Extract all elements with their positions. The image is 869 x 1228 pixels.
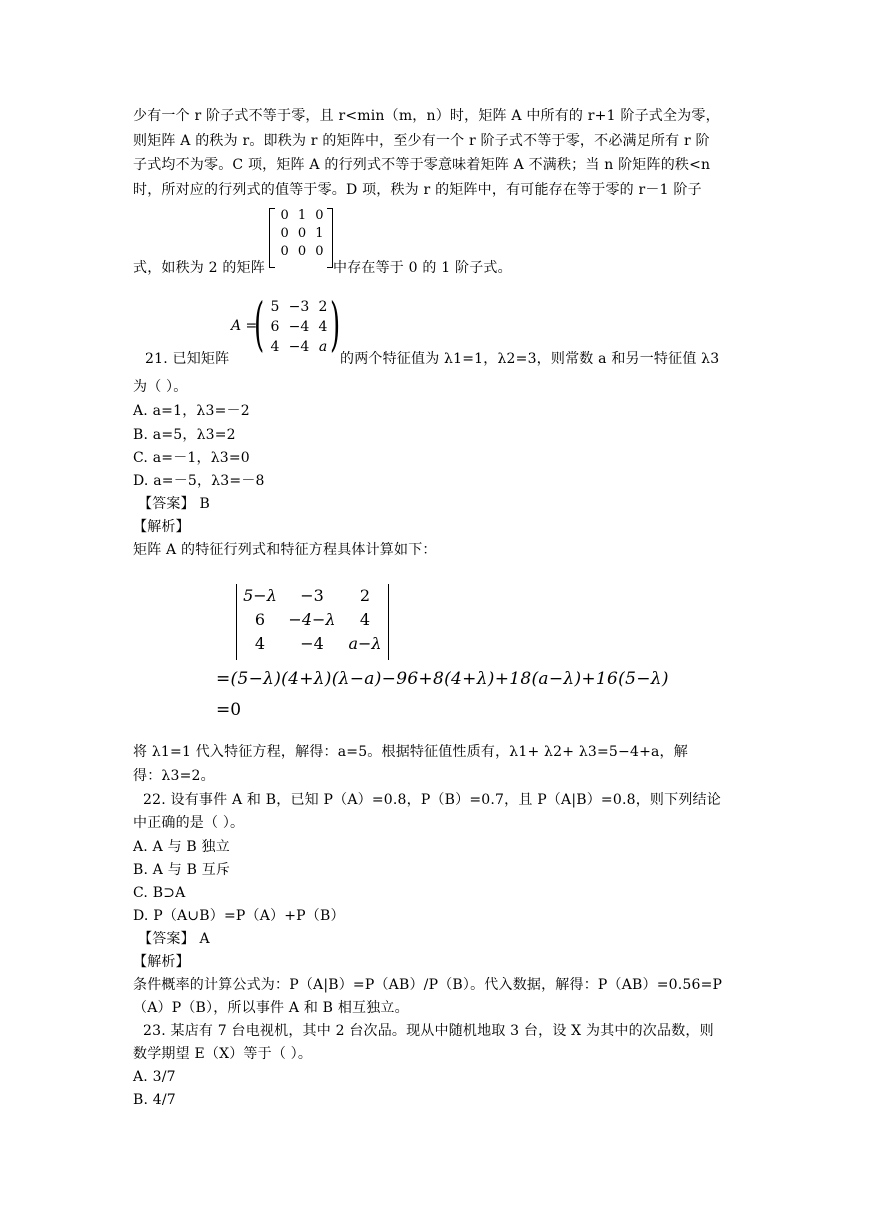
matrix-cell: −4	[288, 339, 310, 355]
q22-answer: 【答案】 A	[138, 931, 210, 947]
matrix-cell: 0	[280, 244, 289, 259]
q21-analysis-2: 将 λ1=1 代入特征方程，解得：a=5。根据特征值性质有，λ1+ λ2+ λ3=5−4+a，解	[133, 744, 688, 760]
matrix-cell: 0	[315, 244, 324, 259]
matrix-a-label: A =	[231, 318, 258, 334]
q21-analysis-1: 矩阵 A 的特征行列式和特征方程具体计算如下：	[133, 542, 437, 558]
q21-answer: 【答案】 B	[138, 496, 210, 512]
q21-analysis-title: 【解析】	[133, 519, 190, 535]
paragraph-line-4: 时，所对应的行列式的值等于零。D 项，秩为 r 的矩阵中，有可能存在等于零的 r－1 阶子	[133, 182, 702, 198]
paragraph-line-1: 少有一个 r 阶子式不等于零，且 r<min（m，n）时，矩阵 A 中所有的 r+1 阶子式全为零，	[133, 108, 720, 124]
q21-number: 21. 已知矩阵	[145, 351, 230, 367]
paragraph-line-5b: 中存在等于 0 的 1 阶子式。	[333, 260, 512, 276]
paragraph-line-3: 子式均不为零。C 项，矩阵 A 的行列式不等于零意味着矩阵 A 不满秩；当 n 阶矩阵的秩<n	[133, 157, 711, 173]
paragraph-line-2: 则矩阵 A 的秩为 r。即秩为 r 的矩阵中，至少有一个 r 阶子式不等于零，不必满足所有 r 阶	[133, 133, 710, 149]
matrix-cell: 0	[315, 208, 324, 223]
matrix-cell: 0	[297, 226, 307, 241]
matrix-cell: 1	[297, 208, 307, 223]
q21-stem: 的两个特征值为 λ1=1，λ2=3，则常数 a 和另一特征值 λ3	[340, 351, 720, 367]
q22-stem-1: 22. 设有事件 A 和 B，已知 P（A）=0.8，P（B）=0.7，且 P（A|B）=0.8，则下列结论	[143, 792, 721, 808]
q22-analysis-2: （A）P（B），所以事件 A 和 B 相互独立。	[133, 1000, 409, 1016]
det-cell: 6	[254, 610, 266, 629]
matrix-cell: 4	[318, 319, 328, 335]
matrix-cell: 5	[270, 299, 280, 315]
matrix-cell: a	[318, 339, 328, 355]
q22-analysis-1: 条件概率的计算公式为：P（A|B）=P（AB）/P（B）。代入数据，解得：P（AB）=0.56=P	[133, 977, 723, 993]
det-cell: 2	[359, 586, 371, 605]
q22-option-d: D. P（A∪B）=P（A）+P（B）	[133, 908, 345, 924]
det-expansion: =(5−λ)(4+λ)(λ−a)−96+8(4+λ)+18(a−λ)+16(5−λ)	[216, 669, 669, 689]
q22-option-b: B. A 与 B 互斥	[133, 862, 231, 878]
matrix-cell: 4	[270, 339, 280, 355]
matrix-cell: 0	[280, 226, 289, 241]
q22-option-c: C. B⊃A	[133, 885, 186, 901]
det-cell: −4−λ	[288, 610, 336, 629]
q22-option-a: A. A 与 B 独立	[133, 839, 230, 855]
q21-option-c: C. a=－1，λ3=0	[133, 450, 250, 466]
matrix-cell: 0	[280, 208, 289, 223]
q23-option-b: B. 4/7	[133, 1092, 176, 1108]
det-cell: −3	[300, 586, 324, 605]
matrix-cell: −4	[288, 319, 310, 335]
document-page: 少有一个 r 阶子式不等于零，且 r<min（m，n）时，矩阵 A 中所有的 r+1 阶子式全为零， 则矩阵 A 的秩为 r。即秩为 r 的矩阵中，至少有一个 r 阶子式不等于零，不必满足所有 r 阶 子式均不为零。C 项，矩阵 A 的行列式不等于零意味着矩阵 A 不满秩；当 n 阶矩阵的秩<n 时，所对应的行列式的值等于零。D 项，秩为 r 的矩阵中，有可能存在等于零的 r－1 阶子 0 1 0 0 0 1 0 0 0 式，如秩为 2 的矩阵 中存在等于 0 的 1 阶子式。 A = ( 5 −3 2 6 −4 4 4 −4 a ) 21. 已知矩阵 的两个特征值为 λ1=1，λ2=3，则常数 a 和另一特征值 λ3 为（ ）。 A. a=1，λ3=－2 B. a=5，λ3=2 C. a=－1，λ3=0 D. a=－5，λ3=－8 【答案】 B 【解析】 矩阵 A 的特征行列式和特征方程具体计算如下： 5−λ −3 2 6 −4−λ 4 4 −4 a−λ =(5−λ)(4+λ)(λ−a)−96+8(4+λ)+18(a−λ)+16(5−λ) =0 将 λ1=1 代入特征方程，解得：a=5。根据特征值性质有，λ1+ λ2+ λ3=5−4+a，解 得：λ3=2。 22. 设有事件 A 和 B，已知 P（A）=0.8，P（B）=0.7，且 P（A|B）=0.8，则下列结论 中正确的是（ ）。 A. A 与 B 独立 B. A 与 B 互斥 C. B⊃A D. P（A∪B）=P（A）+P（B） 【答案】 A 【解析】 条件概率的计算公式为：P（A|B）=P（AB）/P（B）。代入数据，解得：P（AB）=0.56=P （A）P（B），所以事件 A 和 B 相互独立。 23. 某店有 7 台电视机，其中 2 台次品。现从中随机地取 3 台，设 X 为其中的次品数，则 数学期望 E（X）等于（ ）。 A. 3/7 B. 4/7	[133, 108, 723, 1108]
det-cell: a−λ	[348, 634, 382, 653]
matrix-cell: −3	[288, 299, 310, 315]
matrix-cell: 2	[318, 299, 328, 315]
q21-option-b: B. a=5，λ3=2	[133, 427, 236, 443]
matrix-cell: 0	[297, 244, 307, 259]
det-cell: −4	[300, 634, 324, 653]
det-cell: 5−λ	[243, 586, 277, 605]
q23-stem-2: 数学期望 E（X）等于（ ）。	[133, 1046, 313, 1062]
q21-stem-2: 为（ ）。	[133, 379, 188, 395]
q23-stem-1: 23. 某店有 7 台电视机，其中 2 台次品。现从中随机地取 3 台，设 X 为其中的次品数，则	[143, 1023, 714, 1039]
matrix-cell: 6	[270, 319, 280, 335]
q22-analysis-title: 【解析】	[133, 954, 190, 970]
paragraph-line-5a: 式，如秩为 2 的矩阵	[133, 260, 266, 276]
det-cell: 4	[254, 634, 266, 653]
det-cell: 4	[359, 610, 371, 629]
q21-analysis-3: 得：λ3=2。	[133, 768, 215, 784]
det-equals-zero: =0	[216, 700, 242, 720]
matrix-cell: 1	[315, 226, 324, 241]
q23-option-a: A. 3/7	[133, 1069, 176, 1085]
q21-option-a: A. a=1，λ3=－2	[133, 403, 250, 419]
q22-stem-2: 中正确的是（ ）。	[133, 815, 245, 831]
q21-option-d: D. a=－5，λ3=－8	[133, 473, 265, 489]
